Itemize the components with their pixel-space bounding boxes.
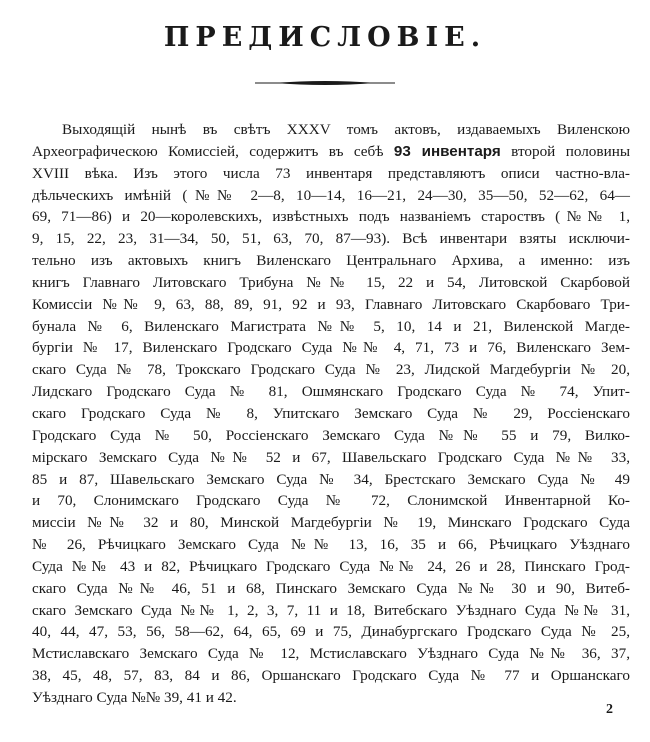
text-line: XVIII вѣка. Изъ этого числа 73 инвентаря представляютъ описи частно-вла- (32, 164, 630, 182)
text-line: бургіи № 17, Виленскаго Гродскаго Суда №№ 4, 71, 73 и 76, Виленскаго Зем- (32, 339, 630, 357)
text-line: 85 и 87, Шавельскаго Земскаго Суда № 34, Брестскаго Земскаго Суда № 49 (32, 470, 630, 488)
text-line: Выходящій нынѣ въ свѣтъ XXXV томъ актовъ, издаваемыхъ Виленскою (62, 121, 630, 138)
text-line: 9, 15, 22, 23, 31—34, 50, 51, 63, 70, 87—93). Всѣ инвентари взяты исключи- (32, 230, 630, 248)
text-line: и 70, Слонимскаго Гродскаго Суда № 72, Слонимской Инвентарной Ко- (32, 492, 630, 510)
text-line: скаго Земскаго Суда №№ 1, 2, 3, 7, 11 и 18, Витебскаго Уѣзднаго Суда №№ 31, (32, 601, 630, 619)
text-line: скаго Суда №№ 46, 51 и 68, Пинскаго Земскаго Суда №№ 30 и 90, Витеб- (32, 579, 630, 597)
text-span: Археографическою Комиссіей, содержитъ въ себѣ (32, 142, 384, 160)
text-line: миссіи №№ 32 и 80, Минской Магдебургіи № 19, Минскаго Гродскаго Суда (32, 514, 630, 532)
text-line: 38, 45, 48, 57, 83, 84 и 86, Оршанскаго Гродскаго Суда № 77 и Оршанскаго (32, 667, 630, 685)
text-span: второй половины (511, 142, 631, 160)
ornament-divider (255, 80, 395, 86)
text-line: Комиссіи №№ 9, 63, 88, 89, 91, 92 и 93, Главнаго Литовскаго Скарбоваго Три- (32, 295, 630, 313)
text-line: Суда №№ 43 и 82, Рѣчицкаго Гродскаго Суда №№ 24, 26 и 28, Пинскаго Грод- (32, 557, 630, 575)
preface-body (32, 119, 630, 709)
text-line: Лидскаго Гродскаго Суда № 81, Ошмянскаго Гродскаго Суда № 74, Упит- (32, 383, 630, 401)
text-line: скаго Гродскаго Суда № 8, Упитскаго Земскаго Суда № 29, Россіенскаго (32, 404, 630, 422)
text-line: тельно изъ актовыхъ книгъ Виленскаго Центральнаго Архива, а именно: изъ (32, 252, 630, 270)
page-title: ПРЕДИСЛОВІЕ. (163, 22, 487, 53)
text-line: бунала № 6, Виленскаго Магистрата №№ 5, 10, 14 и 21, Виленской Магде- (32, 317, 630, 335)
text-line: скаго Суда № 78, Трокскаго Гродскаго Суда № 23, Лидской Магдебургіи № 20, (32, 361, 630, 379)
text-line: 69, 71—86) и 20—королевскихъ, извѣстныхъ подъ названіемъ староствъ (№№ 1, (32, 208, 630, 226)
text-line (32, 141, 630, 163)
text-line: 40, 44, 47, 53, 56, 58—62, 64, 65, 69 и 75, Динабургскаго Гродскаго Суда № 25, (32, 623, 630, 641)
page-number: 2 (606, 702, 613, 717)
bold-inventory-count: 93 инвентаря (393, 142, 501, 160)
text-line: Гродскаго Суда № 50, Россіенскаго Земскаго Суда №№ 55 и 79, Вилко- (32, 426, 630, 444)
text-line: № 26, Рѣчицкаго Земскаго Суда №№ 13, 16, 35 и 66, Рѣчицкаго Уѣзднаго (32, 536, 630, 554)
text-line: дѣльческихъ имѣній (№№ 2—8, 10—14, 16—21, 24—30, 35—50, 52—62, 64— (32, 186, 630, 204)
text-line: книгъ Главнаго Литовскаго Трибуна №№ 15, 22 и 54, Литовской Скарбовой (32, 273, 630, 291)
text-line: Уѣзднаго Суда №№ 39, 41 и 42. (32, 688, 237, 706)
text-line: Мстиславскаго Земскаго Суда № 12, Мстиславскаго Уѣзднаго Суда №№ 36, 37, (32, 645, 630, 663)
text-line: мірскаго Земскаго Суда №№ 52 и 67, Шавельскаго Гродскаго Суда №№ 33, (32, 448, 630, 466)
